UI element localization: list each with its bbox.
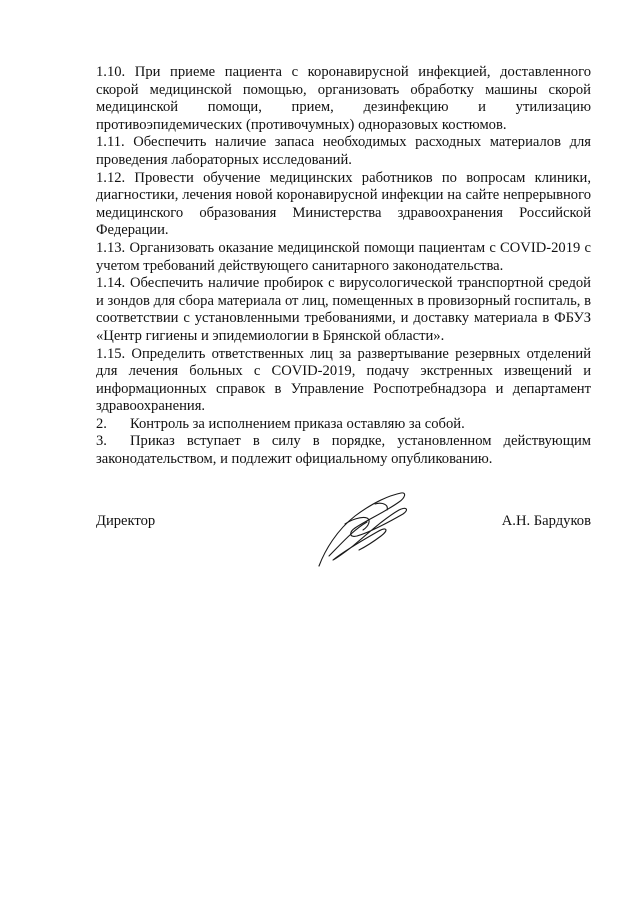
clause-1-15 [96, 346, 591, 416]
clause-number: 1.13. [96, 239, 126, 256]
clause-number: 3. [96, 433, 107, 450]
clause-1-14 [96, 275, 591, 345]
clause-1-12 [96, 170, 591, 240]
handwritten-signature [315, 490, 415, 570]
clause-number: 1.11. [96, 134, 125, 151]
clause-number: 2. [96, 415, 107, 432]
signatory-name: А.Н. Бардуков [501, 513, 591, 529]
clause-number: 1.15. [96, 345, 126, 362]
document-body [96, 64, 591, 469]
clause-text: Обеспечить наличие запаса необходимых расходных материалов для проведения лабораторных исследований. [96, 134, 591, 168]
clause-text: Приказ вступает в силу в порядке, установленном действующим законодательством, и подлежит официальному опубликованию. [96, 433, 591, 468]
clause-text: Организовать оказание медицинской помощи пациентам с COVID-2019 с учетом требований действующего санитарного законодательства. [96, 239, 592, 274]
clause-1-13 [96, 240, 591, 275]
clause-number: 1.12. [96, 169, 126, 186]
clause-text: Определить ответственных лиц за развертывание резервных отделений для лечения больных с COVID-2019, подачу экстренных извещений и информационных справок в Управление Роспотребнадзора и департамент здравоохранения. [96, 345, 592, 415]
clause-number: 1.14. [96, 275, 126, 292]
signatory-title: Директор [96, 513, 156, 529]
clause-2 [96, 416, 591, 434]
clause-text: Контроль за исполнением приказа оставляю за собой. [130, 415, 465, 432]
clause-number: 1.10. [96, 64, 126, 80]
clause-text: Провести обучение медицинских работников по вопросам клиники, диагностики, лечения новой коронавирусной инфекции на сайте непрерывного медицинского образования Министерства здравоохранения Российской Федерации. [96, 169, 591, 239]
clause-3 [96, 433, 591, 468]
clause-1-11 [96, 134, 591, 169]
clause-text: Обеспечить наличие пробирок с вирусологической транспортной средой и зондов для сбора материала от лиц, помещенных в провизорный госпиталь, в соответствии с установленными требованиями, и доставку материала в ФБУЗ «Центр гигиены и эпидемиологии в Брянской области». [96, 275, 591, 344]
clause-1-10 [96, 64, 591, 134]
clause-text: При приеме пациента с коронавирусной инфекцией, доставленного скорой медицинской помощью, организовать обработку машины скорой медицинской помощи, прием, дезинфекцию и утилизацию противоэпидемических (противочумных) одноразовых костюмов. [96, 64, 591, 133]
